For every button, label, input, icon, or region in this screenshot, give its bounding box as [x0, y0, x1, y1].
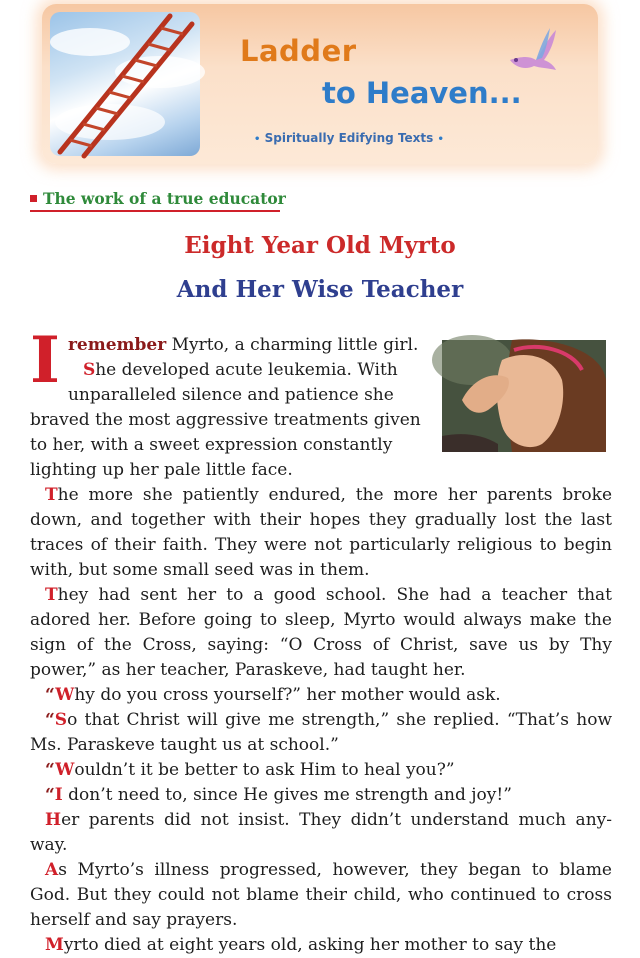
- paragraph-text: er parents did not insist. They didn’t understand much any-way.: [30, 810, 612, 855]
- banner-subtitle-text: Spiritually Edifying Texts: [264, 131, 434, 145]
- open-quote: “: [45, 785, 55, 805]
- open-quote: “: [45, 685, 56, 705]
- paragraph: [30, 583, 612, 683]
- lead-word: remember: [67, 335, 167, 355]
- intro-block: [30, 323, 430, 483]
- paragraph-text: o that Christ will give me strength,” she replied. “That’s how Ms. Paraskeve taught us at school.”: [30, 710, 612, 755]
- banner-subtitle: [254, 131, 444, 145]
- initial-letter: T: [45, 585, 58, 605]
- ladder-sky-image: [50, 12, 200, 156]
- paragraph: [30, 358, 430, 483]
- square-bullet-icon: [30, 195, 37, 202]
- banner-title-line1: Ladder: [240, 34, 357, 68]
- paragraph: [30, 783, 612, 808]
- paragraph-text: ouldn’t it be better to ask Him to heal you?”: [74, 760, 455, 780]
- article-title-line2: And Her Wise Teacher: [176, 276, 464, 303]
- paragraph: [30, 808, 612, 858]
- paragraph: [30, 758, 612, 783]
- paragraph-text: yrto died at eight years old, asking her mother to say the: [63, 935, 557, 955]
- banner-title-line2: to Heaven...: [322, 76, 522, 110]
- initial-letter: A: [45, 860, 59, 880]
- paragraph: [30, 933, 612, 958]
- bullet-icon: •: [254, 134, 261, 145]
- drop-cap: I: [30, 323, 60, 398]
- paragraph-text: s Myrto’s illness progressed, however, they began to blame God. But they could not blame their child, who continued to cross herself and say prayers.: [30, 860, 612, 930]
- open-quote: “: [45, 710, 55, 730]
- initial-letter: W: [55, 685, 75, 705]
- initial-letter: M: [45, 935, 64, 955]
- bullet-icon: •: [437, 134, 444, 145]
- initial-letter: T: [45, 485, 58, 505]
- paragraph-text: Myrto, a charming little girl.: [166, 335, 419, 355]
- paragraph-text: hy do you cross yourself?” her mother would ask.: [74, 685, 501, 705]
- paragraph: [30, 858, 612, 933]
- paragraph-text: he developed acute leukemia. With unparalleled silence and patience she braved the most aggressive treatments given to her, with a sweet expression constantly lighting up her pale little face.: [30, 360, 421, 480]
- initial-letter: I: [54, 785, 63, 805]
- section-divider: [30, 210, 280, 212]
- initial-letter: H: [45, 810, 62, 830]
- paragraph: [30, 323, 430, 398]
- paragraph: [30, 483, 612, 583]
- initial-letter: W: [55, 760, 75, 780]
- paragraph: [30, 683, 612, 708]
- girl-praying-photo: [442, 340, 606, 452]
- open-quote: “: [45, 760, 56, 780]
- article-title-line1: Eight Year Old Myrto: [184, 232, 456, 259]
- initial-letter: S: [82, 360, 96, 380]
- initial-letter: S: [54, 710, 68, 730]
- paragraph: [30, 708, 612, 758]
- paragraph-text: he more she patiently endured, the more her parents broke down, and together with their hopes they gradually lost the last traces of their faith. They were not particularly religious to begin with, but some small seed was in them.: [30, 485, 612, 580]
- section-label: [30, 189, 286, 210]
- article-body: [30, 483, 612, 958]
- section-label-text: The work of a true educator: [43, 189, 286, 208]
- paragraph-text: don’t need to, since He gives me strength and joy!”: [62, 785, 512, 805]
- header-banner: [42, 4, 598, 164]
- dove-icon: [504, 26, 562, 78]
- paragraph-text: hey had sent her to a good school. She had a teacher that adored her. Before going to sleep, Myrto would always make the sign of the Cross, saying: “O Cross of Christ, save us by Thy power,” as her teacher, Paraskeve, had taught her.: [30, 585, 612, 680]
